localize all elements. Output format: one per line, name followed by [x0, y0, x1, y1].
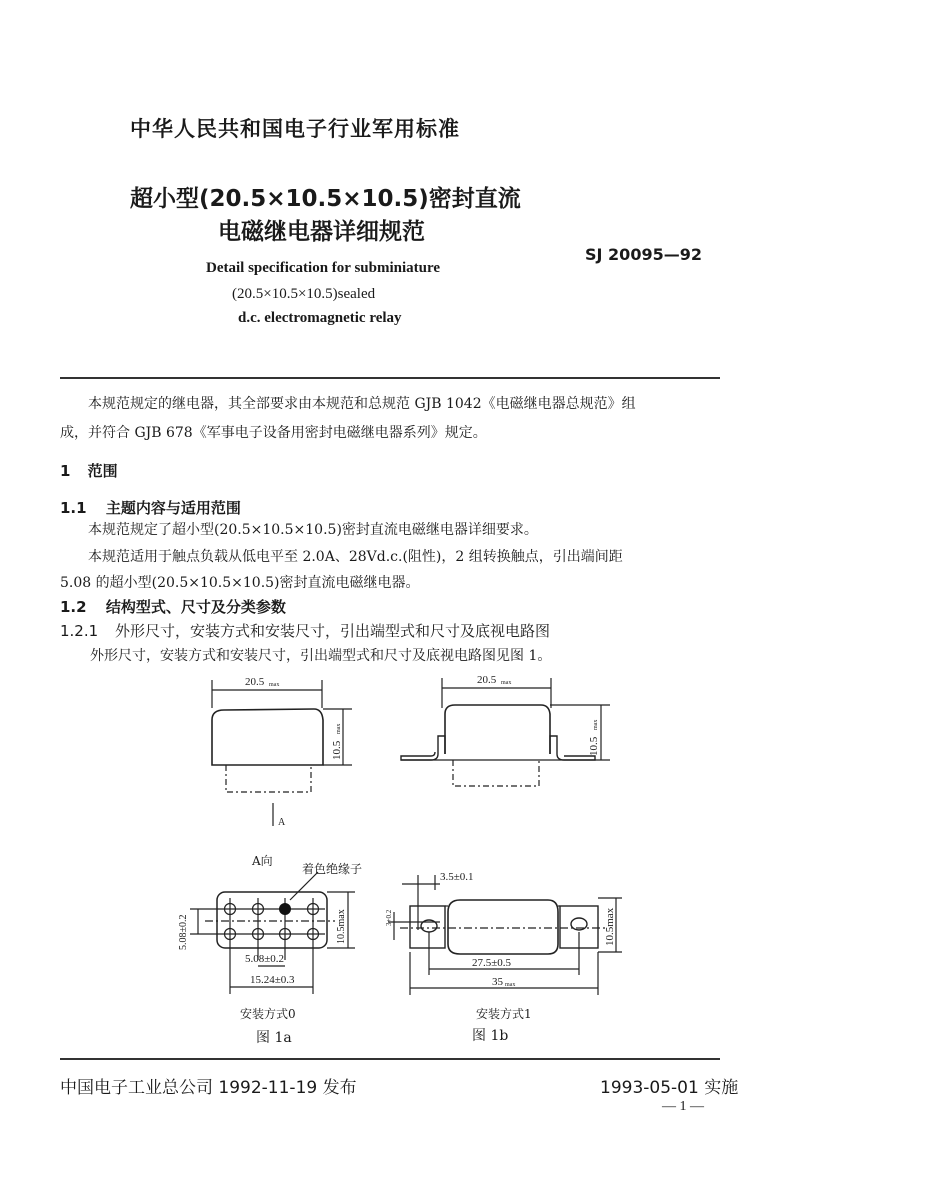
svg-text:max: max [505, 982, 516, 988]
english-title-line2: (20.5×10.5×10.5)sealed [232, 286, 376, 302]
view-arrow-label: A [278, 817, 286, 828]
section-1-1-para2-line2: 5.08 的超小型(20.5×10.5×10.5)密封直流电磁继电器。 [60, 575, 420, 591]
svg-text:max: max [269, 682, 280, 688]
fig-1a-height-dim: 10.5max [336, 909, 347, 944]
fig-1b-caption: 图 1b [472, 1028, 509, 1044]
section-1-1-title: 主题内容与适用范围 [105, 499, 241, 517]
fig-a-width-label: 20.5 [245, 676, 265, 688]
standard-number: SJ 20095—92 [585, 245, 702, 264]
section-1-2-1-title: 外形尺寸，安装方式和安装尺寸，引出端型式和尺寸及底视电路图 [114, 622, 550, 640]
document-title-line2: 电磁继电器详细规范 [218, 219, 425, 245]
fig-1b-hole-dim: 3.5±0.1 [440, 871, 474, 883]
fig-1a-caption: 图 1a [256, 1030, 292, 1046]
svg-text:max: max [501, 680, 512, 686]
colored-insulator-pin [279, 903, 291, 915]
section-1-2-1-para: 外形尺寸，安装方式和安装尺寸，引出端型式和尺寸及底视电路图见图 1。 [90, 648, 552, 664]
section-1-2-heading [60, 596, 286, 617]
fig-1b-hole-span-dim: 27.5±0.5 [472, 957, 512, 969]
fig-1a-mount-label: 安装方式0 [240, 1007, 296, 1021]
document-title-line1: 超小型(20.5×10.5×10.5)密封直流 [130, 186, 521, 212]
publisher-date: 中国电子工业总公司 1992-11-19 发布 [60, 1078, 357, 1098]
svg-text:max: max [593, 719, 599, 730]
section-1-2-title: 结构型式、尺寸及分类参数 [105, 598, 286, 616]
effective-date: 1993-05-01 实施 [600, 1078, 739, 1098]
fig-1b-height-dim: 10.5max [604, 907, 616, 946]
section-1-2-1-heading [60, 620, 550, 641]
intro-line2: 成，并符合 GJB 678《军事电子设备用密封电磁继电器系列》规定。 [60, 425, 487, 441]
section-1-1-heading [60, 497, 241, 518]
relay-side-view-diagram [190, 668, 370, 828]
section-1-number: 1 [60, 462, 71, 480]
svg-text:max: max [336, 723, 342, 734]
section-1-1-para1: 本规范规定了超小型(20.5×10.5×10.5)密封直流电磁继电器详细要求。 [88, 522, 538, 538]
flange-mount-diagram [380, 860, 630, 1010]
section-1-title: 范围 [87, 462, 118, 480]
fig-1a-view-label: A向 [252, 854, 273, 868]
footer-divider [60, 1058, 720, 1060]
fig-b-height-label: 10.5 [588, 736, 600, 756]
header-divider [60, 377, 720, 379]
english-title-line3: d.c. electromagnetic relay [238, 310, 402, 326]
fig-1a-pitch-dim: 5.08±0.2 [245, 953, 285, 965]
insulator-callout: 着色绝缘子 [302, 862, 363, 876]
section-1-2-number: 1.2 [60, 598, 87, 616]
section-1-1-para2-line1: 本规范适用于触点负载从低电平至 2.0A、28Vd.c.(阻性)，2 组转换触点，引出端间距 [88, 549, 623, 565]
fig-1b-total-dim: 35 [492, 976, 503, 988]
relay-flange-view-diagram [395, 668, 615, 798]
fig-a-height-label: 10.5 [331, 740, 343, 760]
page-number: — 1 — [662, 1099, 704, 1114]
fig-1b-slot-dim: 3+0.2 [385, 909, 393, 926]
section-1-2-1-number: 1.2.1 [60, 622, 99, 640]
section-1-1-number: 1.1 [60, 499, 87, 517]
fig-1a-span-dim: 15.24±0.3 [250, 974, 295, 986]
fig-1b-mount-label: 安装方式1 [476, 1007, 532, 1021]
intro-line1: 本规范规定的继电器，其全部要求由本规范和总规范 GJB 1042《电磁继电器总规范》组 [88, 396, 636, 412]
english-title-line1: Detail specification for subminiature [206, 260, 441, 276]
section-1-heading [60, 460, 118, 481]
fig-1a-vertical-dim: 5.08±0.2 [178, 914, 189, 950]
standard-category: 中华人民共和国电子行业军用标准 [130, 117, 460, 141]
fig-b-width-label: 20.5 [477, 674, 497, 686]
bottom-view-pin-diagram [170, 870, 370, 1000]
